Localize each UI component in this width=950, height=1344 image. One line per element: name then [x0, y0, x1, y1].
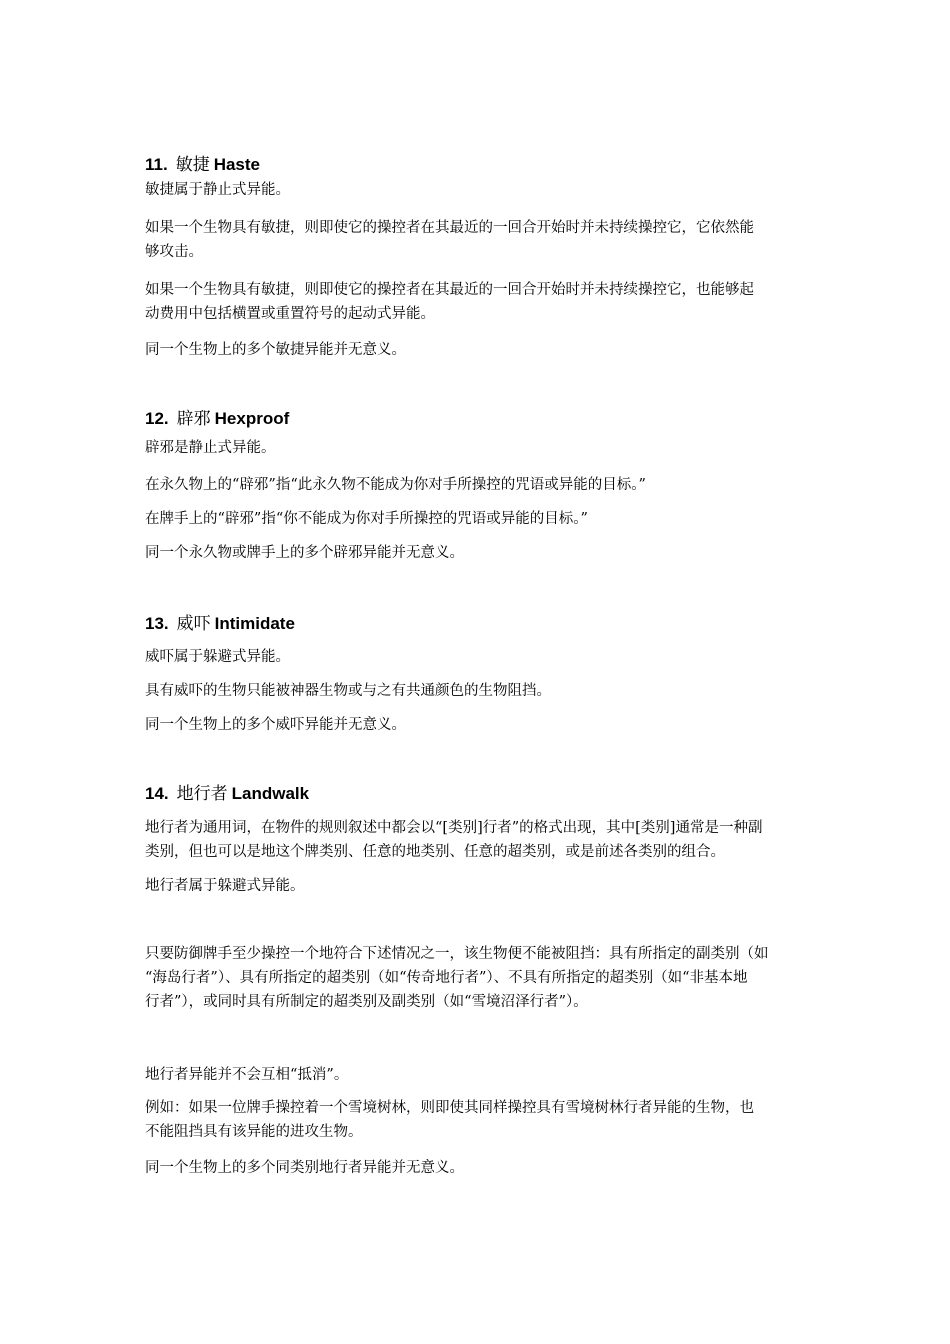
paragraph-line: 辟邪是静止式异能。 [145, 440, 276, 456]
paragraph-line: 够攻击。 [145, 244, 203, 260]
paragraph [145, 713, 810, 737]
section-title-en: Intimidate [214, 614, 295, 633]
section-heading-landwalk [145, 779, 309, 804]
paragraph [145, 338, 810, 362]
paragraph [145, 679, 810, 703]
paragraph [145, 816, 810, 864]
section-title-zh: 威吓 [176, 614, 211, 634]
paragraph-line: 类别，但也可以是地这个牌类别、任意的地类别、任意的超类别，或是前述各类别的组合。 [145, 844, 725, 860]
paragraph-line: 威吓属于躲避式异能。 [145, 649, 290, 665]
paragraph-line: 如果一个生物具有敏捷，则即使它的操控者在其最近的一回合开始时并未持续操控它，它依然能 [145, 220, 754, 236]
section-number: 13. [145, 614, 169, 633]
section-heading-intimidate [145, 609, 295, 634]
paragraph-line: 具有威吓的生物只能被神器生物或与之有共通颜色的生物阻挡。 [145, 683, 551, 699]
paragraph [145, 216, 810, 264]
paragraph [145, 874, 810, 898]
section-title-zh: 地行者 [176, 784, 228, 804]
section-title-zh: 敏捷 [175, 155, 210, 175]
paragraph-line: 同一个生物上的多个同类别地行者异能并无意义。 [145, 1160, 464, 1176]
section-title-en: Haste [213, 155, 261, 174]
paragraph-line: 如果一个生物具有敏捷，则即使它的操控者在其最近的一回合开始时并未持续操控它，也能够起 [145, 282, 754, 298]
paragraph-line: 地行者为通用词，在物件的规则叙述中都会以“[类别]行者”的格式出现，其中[类别]通常是一种副 [145, 820, 763, 836]
paragraph [145, 541, 810, 565]
paragraph-line: 在牌手上的“辟邪”指“你不能成为你对手所操控的咒语或异能的目标。” [145, 511, 588, 527]
paragraph [145, 278, 810, 326]
section-title-en: Landwalk [231, 784, 310, 803]
section-number: 14. [145, 784, 169, 803]
section-title-en: Hexproof [214, 409, 290, 428]
paragraph [145, 645, 810, 669]
paragraph [145, 473, 810, 497]
section-heading-haste [145, 150, 260, 175]
paragraph [145, 178, 810, 202]
section-number: 11. [145, 155, 168, 174]
paragraph-line: 同一个永久物或牌手上的多个辟邪异能并无意义。 [145, 545, 464, 561]
paragraph [145, 436, 810, 460]
section-heading-hexproof [145, 404, 289, 429]
paragraph-line: 同一个生物上的多个敏捷异能并无意义。 [145, 342, 406, 358]
section-title-zh: 辟邪 [176, 409, 211, 429]
paragraph-line: 地行者属于躲避式异能。 [145, 878, 305, 894]
paragraph-line: 敏捷属于静止式异能。 [145, 182, 290, 198]
paragraph-line: 例如：如果一位牌手操控着一个雪境树林，则即使其同样操控具有雪境树林行者异能的生物，也 [145, 1100, 754, 1116]
section-number: 12. [145, 409, 169, 428]
paragraph [145, 1156, 810, 1180]
paragraph [145, 1096, 810, 1144]
paragraph-line: “海岛行者”）、具有所指定的超类别（如“传奇地行者”）、不具有所指定的超类别（如“非基本地 [145, 970, 748, 986]
paragraph [145, 942, 810, 1014]
paragraph-line: 同一个生物上的多个威吓异能并无意义。 [145, 717, 406, 733]
paragraph [145, 1063, 810, 1087]
paragraph-line: 在永久物上的“辟邪”指“此永久物不能成为你对手所操控的咒语或异能的目标。” [145, 477, 646, 493]
paragraph-line: 行者”），或同时具有所制定的超类别及副类别（如“雪境沼泽行者”）。 [145, 994, 588, 1010]
paragraph-line: 不能阻挡具有该异能的进攻生物。 [145, 1124, 363, 1140]
paragraph [145, 507, 810, 531]
paragraph-line: 地行者异能并不会互相“抵消”。 [145, 1067, 349, 1083]
paragraph-line: 动费用中包括横置或重置符号的起动式异能。 [145, 306, 435, 322]
paragraph-line: 只要防御牌手至少操控一个地符合下述情况之一，该生物便不能被阻挡：具有所指定的副类别（如 [145, 946, 769, 962]
